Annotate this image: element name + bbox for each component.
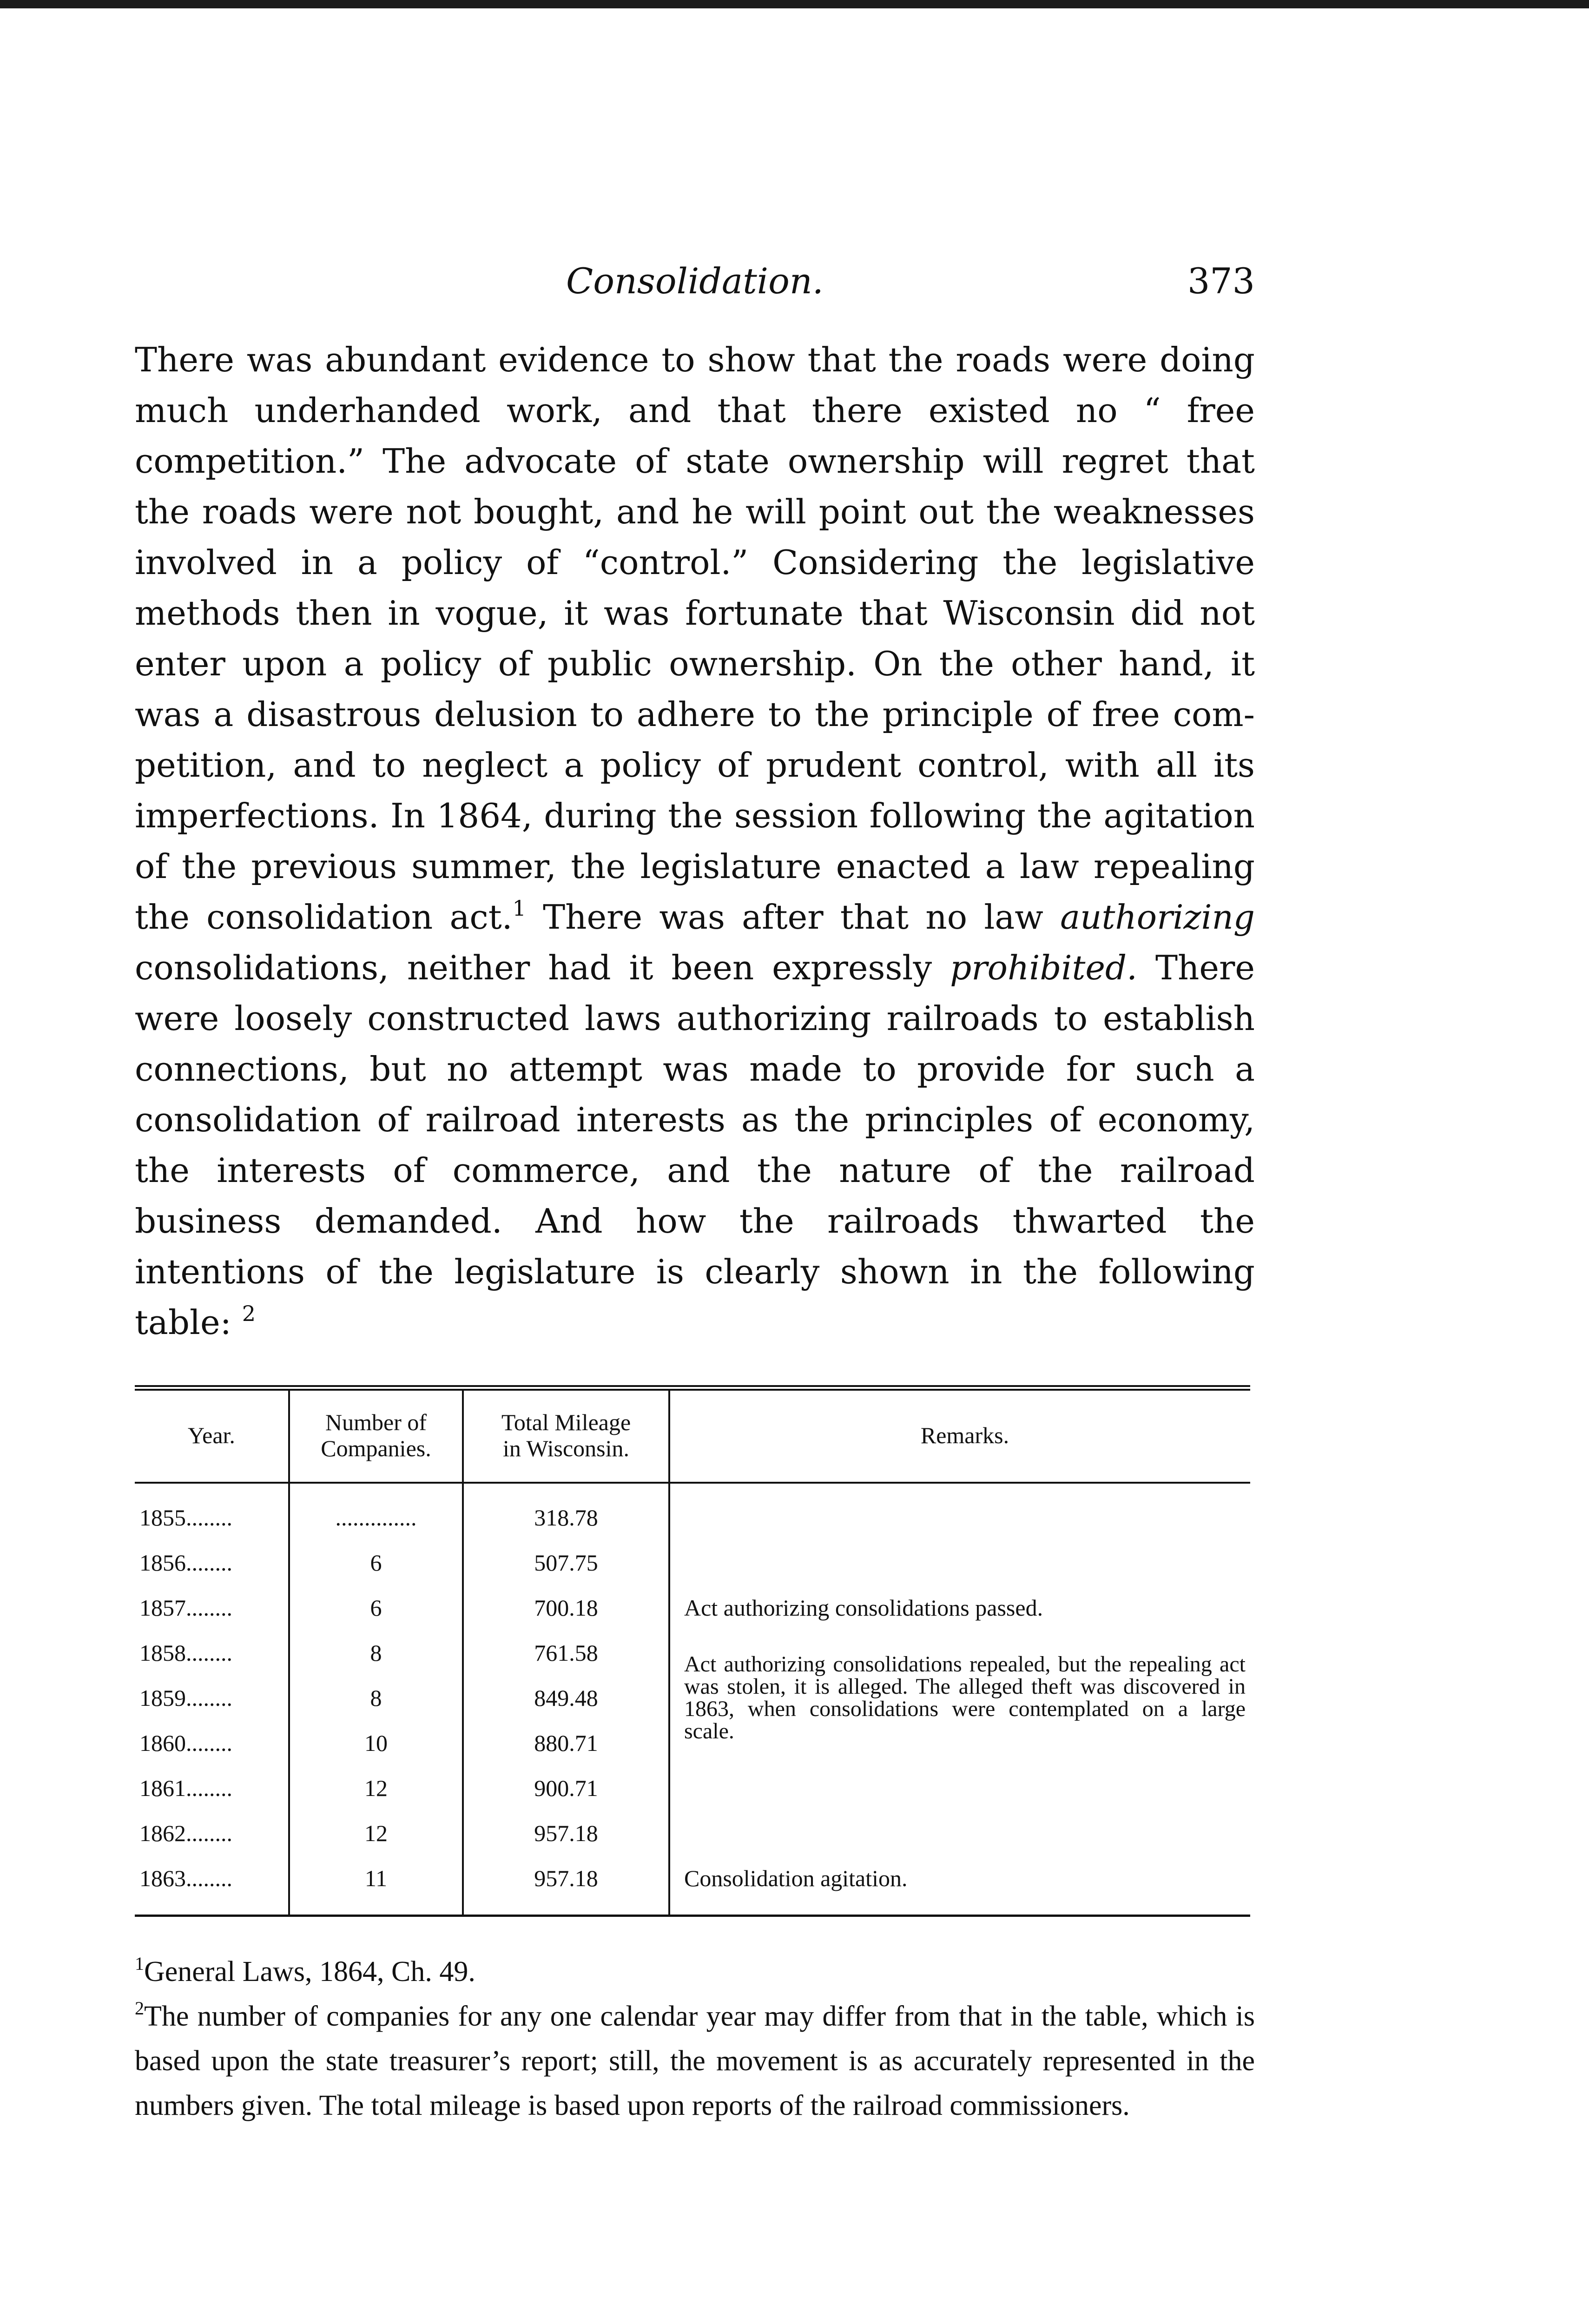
top-edge-rule (0, 0, 1589, 8)
footnotes (135, 1949, 1255, 2128)
cell-companies: 6 (289, 1585, 463, 1630)
cell-mileage: 957.18 (463, 1855, 669, 1916)
cell-remarks (669, 1540, 1250, 1585)
header-companies: Number of Companies. (289, 1388, 463, 1483)
body-paragraph (135, 335, 1255, 1348)
emphasis-prohibited: prohibited. (950, 948, 1137, 987)
cell-mileage: 507.75 (463, 1540, 669, 1585)
cell-year: 1861........ (139, 1775, 232, 1801)
cell-year: 1859........ (139, 1684, 232, 1711)
cell-companies: 12 (289, 1810, 463, 1855)
table-row (135, 1585, 1250, 1630)
table-row (135, 1810, 1250, 1855)
cell-remarks: Act authorizing consolidations passed. (669, 1585, 1250, 1630)
cell-mileage: 957.18 (463, 1810, 669, 1855)
table-row (135, 1855, 1250, 1916)
cell-companies: 6 (289, 1540, 463, 1585)
footnote-1-text: General Laws, 1864, Ch. 49. (144, 1956, 475, 1987)
footnote-1 (135, 1949, 1255, 1994)
cell-mileage: 318.78 (463, 1483, 669, 1540)
cell-companies: 12 (289, 1765, 463, 1810)
emphasis-authorizing: authorizing (1060, 898, 1255, 937)
cell-year: 1860........ (139, 1730, 232, 1756)
body-text-4: There were loosely constructed laws authorizing railroads to establish connections, but no attempt was made to provide for such a consolidation of railroad interests as the principles of economy, the interests of commerce, and the nature of the railroad business demanded. And how the railroads thwarted the intentions of the legislature is clearly shown in the following table: (135, 948, 1255, 1342)
cell-remarks-repeal: Act authorizing consolidations repealed, but the repealing act was stolen, it is alleged. The alleged theft was discovered in 1863, when consolidations were contemplated on a large scale. (669, 1630, 1250, 1765)
book-page (135, 260, 1255, 2128)
table-header-row (135, 1388, 1250, 1483)
header-mileage: Total Mileage in Wisconsin. (463, 1388, 669, 1483)
cell-remarks: Consolidation agitation. (669, 1855, 1250, 1916)
cell-year: 1855........ (139, 1504, 232, 1531)
body-text-2: There was after that no law (526, 898, 1061, 937)
table-row (135, 1483, 1250, 1540)
cell-companies: 11 (289, 1855, 463, 1916)
cell-companies: 8 (289, 1630, 463, 1675)
cell-companies: 8 (289, 1675, 463, 1720)
footnote-ref-2: 2 (242, 1301, 256, 1326)
footnote-2 (135, 1994, 1255, 2128)
cell-year: 1858........ (139, 1639, 232, 1666)
cell-mileage: 761.58 (463, 1630, 669, 1675)
cell-year: 1862........ (139, 1820, 232, 1846)
cell-mileage: 700.18 (463, 1585, 669, 1630)
cell-remarks (669, 1765, 1250, 1810)
header-year: Year. (135, 1388, 289, 1483)
footnote-1-mark: 1 (135, 1953, 144, 1974)
table-row (135, 1765, 1250, 1810)
page-number: 373 (1187, 260, 1255, 302)
cell-year: 1856........ (139, 1549, 232, 1576)
footnote-ref-1: 1 (512, 896, 526, 921)
header-remarks: Remarks. (669, 1388, 1250, 1483)
cell-mileage: 900.71 (463, 1765, 669, 1810)
footnote-2-text: The number of companies for any one calendar year may differ from that in the table, which is based upon the state treasurer’s report; still, the movement is as accurately represented in the numbers given. The total mileage is based upon reports of the railroad commissioners. (135, 2000, 1255, 2121)
cell-year: 1857........ (139, 1594, 232, 1621)
table-row (135, 1540, 1250, 1585)
cell-companies: 10 (289, 1720, 463, 1765)
footnote-2-mark: 2 (135, 1998, 144, 2019)
cell-remarks (669, 1810, 1250, 1855)
body-text-1: There was abundant evidence to show that the roads were doing much underhanded work, and that there existed no “ free competition.” The advocate of state ownership will regret that the roads were not bought, and he will point out the weaknesses involved in a policy of “control.” Considering the legislative methods then in vogue, it was fortunate that Wisconsin did not enter upon a policy of public ownership. On the other hand, it was a disastrous delusion to adhere to the principle of free competition, and to neglect a policy of prudent control, with all its imperfections. In 1864, during the session following the agitation of the previous summer, the legislature enacted a law repealing the consolidation act. (135, 340, 1255, 937)
cell-mileage: 849.48 (463, 1675, 669, 1720)
cell-mileage: 880.71 (463, 1720, 669, 1765)
consolidation-table (135, 1385, 1250, 1917)
cell-remarks (669, 1483, 1250, 1540)
cell-year: 1863........ (139, 1865, 232, 1891)
cell-companies: .............. (289, 1483, 463, 1540)
running-title: Consolidation. (566, 260, 824, 302)
table-row (135, 1630, 1250, 1675)
running-head (135, 260, 1255, 307)
body-text-3: consolidations, neither had it been expressly (135, 948, 950, 987)
